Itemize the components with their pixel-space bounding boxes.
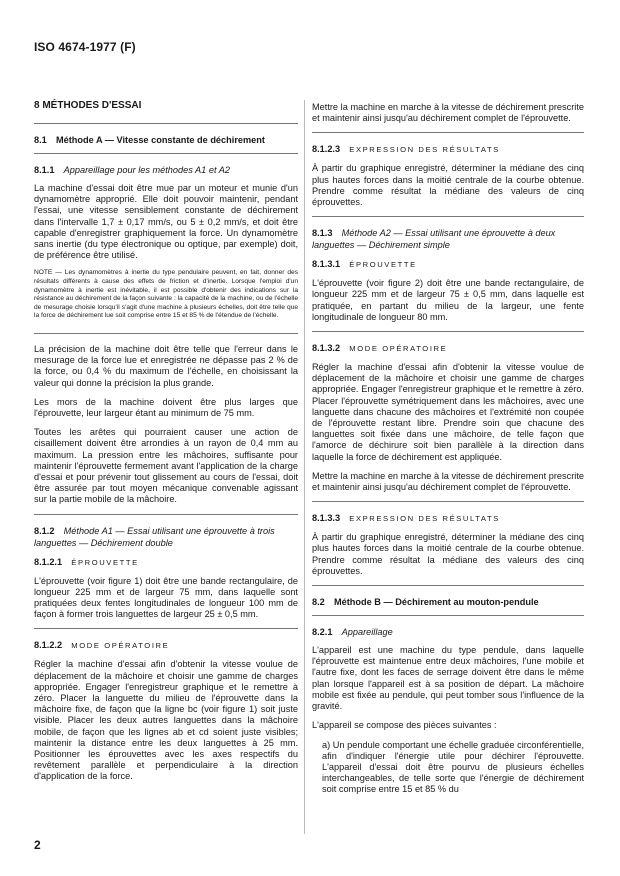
subsection-heading: [312, 596, 584, 608]
right-column: [312, 102, 584, 804]
section-divider: [312, 585, 584, 586]
body-paragraph: À partir du graphique enregistré, déterminer la médiane des cinq plus hautes forces dans la moitié centrale de la courbe obtenue. Prendre comme résultat la médiane des valeurs des cinq éprouvettes.: [312, 532, 584, 576]
subsection-number: 8.1.2: [34, 525, 55, 536]
section-divider: [34, 514, 298, 515]
subsection-number: 8.2: [312, 597, 325, 608]
subsection-number: 8.1.1: [34, 165, 55, 175]
subsection-heading: [312, 143, 584, 156]
body-paragraph: Les mors de la machine doivent être plus larges que l'éprouvette, leur largeur étant au minimum de 75 mm.: [34, 396, 298, 418]
body-paragraph: Mettre la machine en marche à la vitesse de déchirement prescrite et maintenir ainsi jusqu'au déchirement complet de l'éprouvette.: [312, 102, 584, 124]
subsection-heading: [34, 556, 298, 569]
section-divider: [312, 501, 584, 502]
body-paragraph: L'éprouvette (voir figure 1) doit être une bande rectangulaire, de longueur 225 mm et de largeur 75 mm, dans laquelle sont pratiquées deux fentes longitudinales de longueur 100 mm de façon à former trois languettes de largeur 25 ± 0,5 mm.: [34, 575, 298, 620]
section-divider: [312, 132, 584, 133]
section-divider: [312, 216, 584, 217]
subsection-number: 8.1.3.3: [312, 513, 341, 524]
subsection-title: EXPRESSION DES RÉSULTATS: [349, 514, 500, 524]
subsection-heading: [312, 512, 584, 525]
body-paragraph: Toutes les arêtes qui pourraient causer une action de cisaillement doivent être arrondies à un rayon de 0,4 mm au maximum. La pression entre les mâchoires, suffisante pour maintenir l'éprouvette fermement avant l'application de la charge d'essai et pour prévenir tout glissement au cours de l'essai, doit être assurée par tout moyen mécanique convenable agissant sur la partie mobile de la mâchoire.: [34, 427, 298, 505]
subsection-title: EXPRESSION DES RÉSULTATS: [349, 145, 500, 155]
subsection-title: Méthode B — Déchirement au mouton-pendule: [333, 597, 539, 608]
subsection-title: Appareillage pour les méthodes A1 et A2: [63, 165, 230, 175]
section-heading: 8 MÉTHODES D'ESSAI: [34, 100, 142, 111]
body-paragraph: L'éprouvette (voir figure 2) doit être une bande rectangulaire, de longueur 225 mm et de largeur 75 ± 0,5 mm, dans laquelle est pratiquée, en partant du milieu de la largeur, une fente longitudinale de longueur 80 mm.: [312, 278, 584, 322]
section-divider: [312, 331, 584, 332]
body-paragraph: La précision de la machine doit être telle que l'erreur dans le mesurage de la force lue et enregistrée ne dépasse pas 2 % de la force, ou 0,4 % du maximum de l'échelle, en choisissant la valeur qui donne la précision la plus grande.: [34, 343, 298, 388]
body-paragraph: L'appareil est une machine du type pendule, dans laquelle l'éprouvette est maintenue entre deux mâchoires, l'une mobile et l'autre fixe, dont les faces de serrage doivent être dans le même plan lorsque l'appareil est à sa position de départ. La mâchoire mobile est fixée au pendule, qui peut tomber sous l'influence de la gravité.: [312, 645, 584, 712]
subsection-number: 8.1.3: [312, 228, 333, 239]
body-paragraph: Régler la machine d'essai afin d'obtenir la vitesse voulue de déplacement de la mâchoire et choisir une gamme de charges appropriée. Engager l'enregistreur graphique et le remettre à zéro. Placer la languette du milieu de l'éprouvette dans la mâchoire fixe, de façon que la ligne bc (voir figure 1) soit juste visible. Placer les deux autres languettes dans la mâchoire mobile, de façon que les lignes ab et cd soient juste visibles; maintenir la distance entre les deux languettes à 25 mm. Positionner les éprouvettes avec les axes respectifs du revêtement parallèle et perpendiculaire à la direction d'application de la force.: [34, 659, 298, 782]
subsection-title: Appareillage: [341, 627, 393, 638]
body-paragraph: Régler la machine d'essai afin d'obtenir la vitesse voulue de déplacement de la mâchoire et choisir une gamme de charges appropriée. Engager l'enregistreur graphique et le remettre à zéro. Placer l'éprouvette symétriquement dans les mâchoires, avec une languette dans chacune des mâchoires et l'extrémité non coupée de l'éprouvette restant libre. Prendre soin que chacune des languettes soit fixée dans une mâchoire, de telle façon que l'amorce de déchirure soit bien parallèle à la direction dans laquelle la force de déchirement est appliquée.: [312, 362, 584, 462]
body-paragraph: Mettre la machine en marche à la vitesse de déchirement prescrite et maintenir ainsi jusqu'au déchirement complet de l'éprouvette.: [312, 470, 584, 493]
body-paragraph: L'appareil se compose des pièces suivantes :: [312, 720, 497, 731]
subsection-number: 8.1.3.2: [312, 343, 341, 354]
left-column: [34, 100, 298, 791]
section-divider: [34, 628, 298, 629]
subsection-title: Méthode A — Vitesse constante de déchirement: [55, 135, 265, 145]
note-paragraph: NOTE — Les dynamomètres à inertie du type pendulaire peuvent, en fait, donner des résultats différents à cause des effets de friction et d'inertie. Lorsque l'emploi d'un dynamomètre à inertie est inévitable, il est possible d'obtenir des indications sur la résistance au déchirement de la façon suivante : la capacité de la machine, ou de l'échelle de mesurage choisie lorsqu'il s'agit d'une machine à plusieurs échelles, doit être telle que la force de déchirement lue soit comprise entre 15 et 85 % de l'étendue de l'échelle.: [34, 269, 298, 320]
subsection-heading: [312, 342, 584, 355]
subsection-heading: [34, 164, 298, 176]
subsection-number: 8.1.2.3: [312, 144, 341, 155]
section-divider: [34, 123, 298, 124]
subsection-heading: [312, 227, 584, 251]
section-divider: [34, 153, 298, 154]
page-number: 2: [34, 838, 41, 852]
subsection-number: 8.1: [34, 135, 47, 145]
subsection-heading: [34, 639, 298, 652]
subsection-title: ÉPROUVETTE: [71, 557, 139, 567]
subsection-title: Méthode A1 — Essai utilisant une éprouvette à trois languettes — Déchirement double: [34, 525, 275, 548]
subsection-heading: [34, 134, 298, 146]
subsection-number: 8.1.2.1: [34, 556, 63, 567]
subsection-title: Méthode A2 — Essai utilisant une éprouvette à deux languettes — Déchirement simple: [312, 228, 556, 251]
section-divider: [34, 333, 298, 334]
section-divider: [312, 615, 584, 616]
subsection-number: 8.1.2.2: [34, 640, 63, 651]
subsection-number: 8.2.1: [312, 627, 333, 638]
document-header: ISO 4674-1977 (F): [34, 40, 136, 54]
body-paragraph: À partir du graphique enregistré, déterminer la médiane des cinq plus hautes forces dans la moitié centrale de la courbe obtenue. Prendre comme résultat la médiane des valeurs de cinq éprouvettes.: [312, 163, 584, 208]
list-item: a) Un pendule comportant une échelle graduée circonférentielle, afin d'indiquer l'énergie utile pour déchirer l'éprouvette. L'appareil d'essai doit être pourvu de plusieurs échelles interchangeables, de telle sorte que l'énergie de déchirement soit comprise entre 15 et 85 % du: [322, 739, 584, 795]
subsection-heading: [312, 626, 584, 638]
column-divider: [304, 100, 305, 834]
subsection-heading: [312, 258, 584, 271]
subsection-number: 8.1.3.1: [312, 259, 341, 270]
subsection-title: ÉPROUVETTE: [349, 260, 417, 270]
subsection-title: MODE OPÉRATOIRE: [349, 344, 448, 354]
subsection-heading: [34, 525, 298, 549]
body-paragraph: La machine d'essai doit être mue par un moteur et munie d'un dynamomètre approprié. Elle doit pouvoir maintenir, pendant l'essai, une vitesse sensiblement constante de déchirement dans l'intervalle 1,7 ± 0,17 mm/s, ou 5 ± 0,2 mm/s, et doit être capable d'enregistrer graphiquement la force. Un dynamomètre sans inertie (du type électronique ou optique, par exemple) doit, de préférence être utilisé.: [34, 183, 298, 261]
subsection-title: MODE OPÉRATOIRE: [71, 641, 170, 651]
